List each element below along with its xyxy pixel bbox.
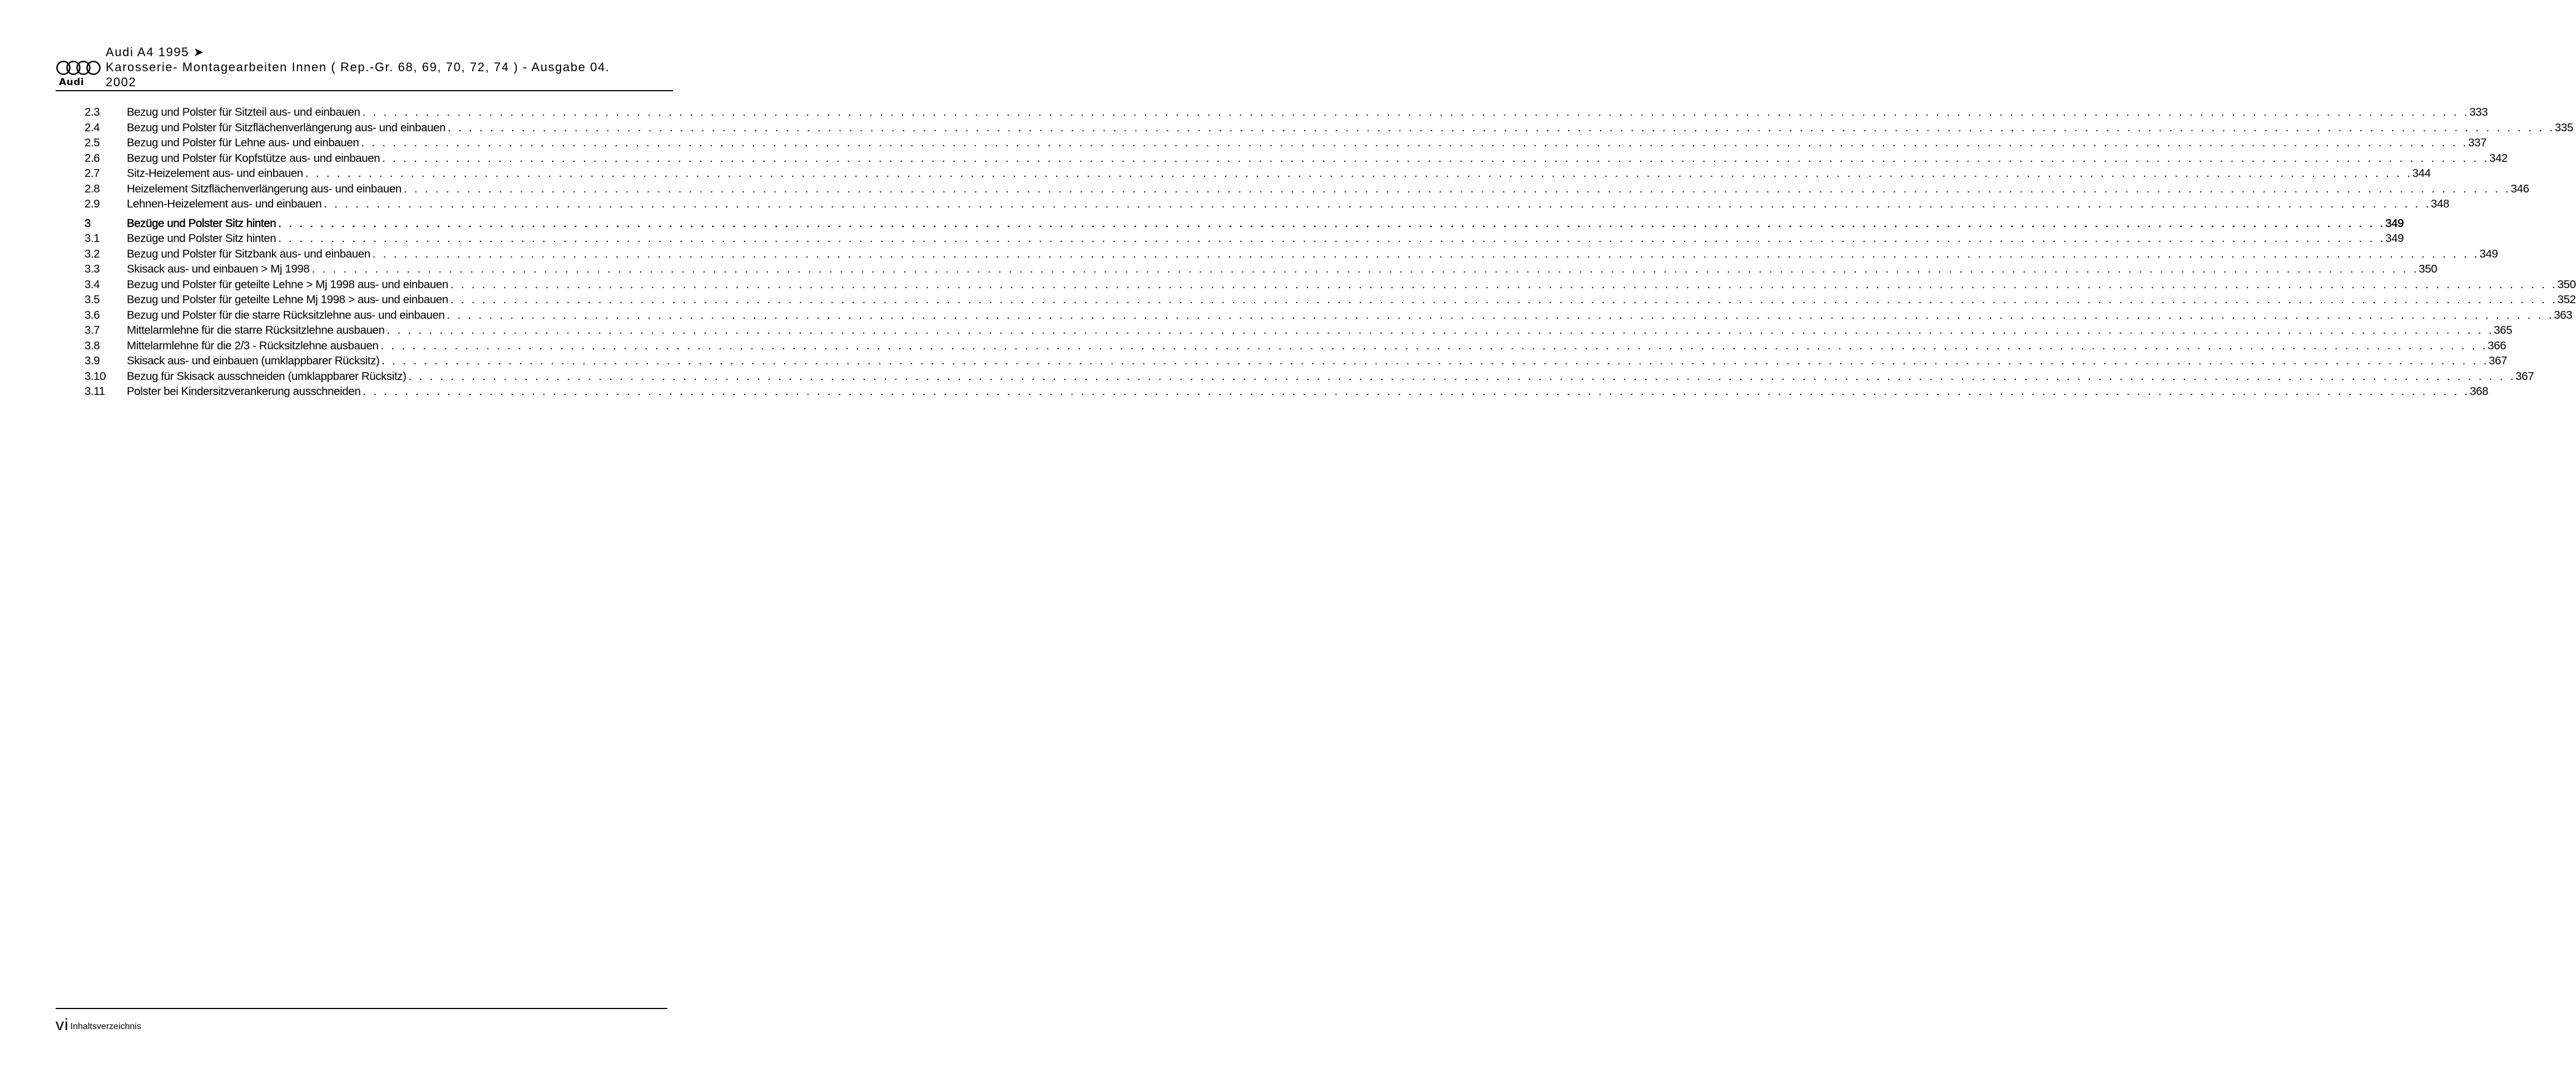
toc-leader-dots: . . . . . . . . . . . . . . . . . . . . . . . . . . . . . . . . . . . . . . . . . . . . . . . . . . . . . . . . . . . . . . . . . . . . . . . . . . . . . . . . . . . . . . . . . . . . . . . . . . . . . . . . . . . . . . . . . . . . . . . . . . . . . . . . . . . . . . . . . . . . . . . . . . . . . . . . . . . . . . . . . . . . . . . . . . . . . . . . . . . . . . . . . . . . . . . . . . . . . . . .	[362, 106, 2470, 118]
toc-leader-dots: . . . . . . . . . . . . . . . . . . . . . . . . . . . . . . . . . . . . . . . . . . . . . . . . . . . . . . . . . . . . . . . . . . . . . . . . . . . . . . . . . . . . . . . . . . . . . . . . . . . . . . . . . . . . . . . . . . . . . . . . . . . . . . . . . . . . . . . . . . . . . . . . . . . . . . . . . . . . . . . . . . . . . . . . . . . . . . . . . . . . . . . . . . . . . . . . . . . . . . . .	[278, 232, 2386, 245]
toc-entry[interactable]	[85, 196, 2450, 212]
title-line-1: Audi A4 1995 ➤	[106, 45, 205, 59]
toc-leader-dots: . . . . . . . . . . . . . . . . . . . . . . . . . . . . . . . . . . . . . . . . . . . . . . . . . . . . . . . . . . . . . . . . . . . . . . . . . . . . . . . . . . . . . . . . . . . . . . . . . . . . . . . . . . . . . . . . . . . . . . . . . . . . . . . . . . . . . . . . . . . . . . . . . . . . . . . . . . . . . . . . . . . . . . . . . . . . . . . . . . . . . . . . . . . . . . . . . . . . . . . .	[447, 308, 2554, 322]
toc-entry[interactable]	[85, 292, 2576, 308]
toc-entry[interactable]	[85, 105, 2488, 120]
toc-title: Bezug und Polster für die starre Rücksitzlehne aus- und einbauen	[127, 308, 445, 322]
toc-entry[interactable]	[85, 353, 2508, 369]
table-of-contents	[85, 105, 2576, 399]
toc-page-number: 350	[2557, 278, 2576, 291]
toc-entry[interactable]	[85, 277, 2576, 293]
toc-title: Bezug und Polster für Sitzteil aus- und einbauen	[127, 106, 360, 118]
toc-page-number: 346	[2510, 182, 2529, 195]
audi-rings-icon	[56, 60, 101, 76]
toc-leader-dots: . . . . . . . . . . . . . . . . . . . . . . . . . . . . . . . . . . . . . . . . . . . . . . . . . . . . . . . . . . . . . . . . . . . . . . . . . . . . . . . . . . . . . . . . . . . . . . . . . . . . . . . . . . . . . . . . . . . . . . . . . . . . . . . . . . . . . . . . . . . . . . . . . . . . . . . . . . . . . . . . . . . . . . . . . . . . . . . . . . . . . . . . . . . . . . . . . . . . . . . .	[311, 263, 2419, 275]
toc-title: Bezug für Skisack ausschneiden (umklappbarer Rücksitz)	[127, 369, 407, 383]
toc-leader-dots: . . . . . . . . . . . . . . . . . . . . . . . . . . . . . . . . . . . . . . . . . . . . . . . . . . . . . . . . . . . . . . . . . . . . . . . . . . . . . . . . . . . . . . . . . . . . . . . . . . . . . . . . . . . . . . . . . . . . . . . . . . . . . . . . . . . . . . . . . . . . . . . . . . . . . . . . . . . . . . . . . . . . . . . . . . . . . . . . . . . . . . . . . . . . . . . . . . . . . . . .	[450, 278, 2558, 291]
toc-number: 3.10	[85, 369, 106, 383]
section-title: Inhaltsverzeichnis	[70, 1022, 141, 1031]
toc-leader-dots: . . . . . . . . . . . . . . . . . . . . . . . . . . . . . . . . . . . . . . . . . . . . . . . . . . . . . . . . . . . . . . . . . . . . . . . . . . . . . . . . . . . . . . . . . . . . . . . . . . . . . . . . . . . . . . . . . . . . . . . . . . . . . . . . . . . . . . . . . . . . . . . . . . . . . . . . . . . . . . . . . . . . . . . . . . . . . . . . . . . . . . . . . . . . . . . . . . . . . . . .	[380, 339, 2488, 352]
toc-entry[interactable]	[85, 231, 2404, 246]
toc-page-number: 350	[2419, 263, 2438, 275]
toc-title: Skisack aus- und einbauen (umklappbarer Rücksitz)	[127, 354, 380, 367]
toc-page-number: 365	[2494, 324, 2513, 337]
toc-number: 2.6	[85, 151, 100, 165]
toc-leader-dots: . . . . . . . . . . . . . . . . . . . . . . . . . . . . . . . . . . . . . . . . . . . . . . . . . . . . . . . . . . . . . . . . . . . . . . . . . . . . . . . . . . . . . . . . . . . . . . . . . . . . . . . . . . . . . . . . . . . . . . . . . . . . . . . . . . . . . . . . . . . . . . . . . . . . . . . . . . . . . . . . . . . . . . . . . . . . . . . . . . . . . . . . . . . . . . . . . . . . . . . .	[361, 136, 2469, 149]
toc-number: 3	[85, 216, 91, 230]
toc-leader-dots: . . . . . . . . . . . . . . . . . . . . . . . . . . . . . . . . . . . . . . . . . . . . . . . . . . . . . . . . . . . . . . . . . . . . . . . . . . . . . . . . . . . . . . . . . . . . . . . . . . . . . . . . . . . . . . . . . . . . . . . . . . . . . . . . . . . . . . . . . . . . . . . . . . . . . . . . . . . . . . . . . . . . . . . . . . . . . . . . . . . . . . . . . . . . . . . . . . . . . . . .	[408, 369, 2516, 383]
toc-number: 3.4	[85, 278, 100, 291]
toc-number: 3.2	[85, 247, 100, 260]
toc-entry[interactable]	[85, 166, 2431, 181]
toc-entry[interactable]	[85, 338, 2506, 354]
toc-leader-dots: . . . . . . . . . . . . . . . . . . . . . . . . . . . . . . . . . . . . . . . . . . . . . . . . . . . . . . . . . . . . . . . . . . . . . . . . . . . . . . . . . . . . . . . . . . . . . . . . . . . . . . . . . . . . . . . . . . . . . . . . . . . . . . . . . . . . . . . . . . . . . . . . . . . . . . . . . . . . . . . . . . . . . . . . . . . . . . . . . . . . . . . . . . . . . . . . . . . . . . . .	[403, 182, 2511, 195]
toc-number: 3.5	[85, 293, 100, 306]
toc-entry[interactable]	[85, 181, 2529, 197]
toc-entry[interactable]	[85, 135, 2487, 151]
toc-title: Skisack aus- und einbauen > Mj 1998	[127, 263, 310, 275]
toc-page-number: 352	[2557, 293, 2576, 306]
toc-leader-dots: . . . . . . . . . . . . . . . . . . . . . . . . . . . . . . . . . . . . . . . . . . . . . . . . . . . . . . . . . . . . . . . . . . . . . . . . . . . . . . . . . . . . . . . . . . . . . . . . . . . . . . . . . . . . . . . . . . . . . . . . . . . . . . . . . . . . . . . . . . . . . . . . . . . . . . . . . . . . . . . . . . . . . . . . . . . . . . . . . . . . . . . . . . . . . . . . . . . . . . . .	[372, 247, 2480, 260]
toc-page-number: 368	[2470, 385, 2489, 398]
toc-number: 2.7	[85, 167, 100, 180]
toc-entry[interactable]	[85, 384, 2489, 399]
toc-number: 2.9	[85, 197, 100, 210]
toc-leader-dots: . . . . . . . . . . . . . . . . . . . . . . . . . . . . . . . . . . . . . . . . . . . . . . . . . . . . . . . . . . . . . . . . . . . . . . . . . . . . . . . . . . . . . . . . . . . . . . . . . . . . . . . . . . . . . . . . . . . . . . . . . . . . . . . . . . . . . . . . . . . . . . . . . . . . . . . . . . . . . . . . . . . . . . . . . . . . . . . . . . . . . . . . . . . . . . . . . . . . . . . .	[382, 151, 2489, 165]
toc-leader-dots: . . . . . . . . . . . . . . . . . . . . . . . . . . . . . . . . . . . . . . . . . . . . . . . . . . . . . . . . . . . . . . . . . . . . . . . . . . . . . . . . . . . . . . . . . . . . . . . . . . . . . . . . . . . . . . . . . . . . . . . . . . . . . . . . . . . . . . . . . . . . . . . . . . . . . . . . . . . . . . . . . . . . . . . . . . . . . . . . . . . . . . . . . . . . . . . . . . . . . . . .	[387, 324, 2494, 337]
page-footer	[56, 1016, 141, 1035]
page-number: vi	[56, 1016, 69, 1034]
toc-number: 2.3	[85, 106, 100, 118]
audi-wordmark: Audi	[59, 77, 85, 88]
toc-number: 3.7	[85, 324, 100, 337]
toc-page-number: 363	[2554, 308, 2573, 322]
toc-title: Bezüge und Polster Sitz hinten	[127, 232, 276, 245]
toc-page-number: 342	[2489, 151, 2508, 165]
toc-entry[interactable]	[85, 323, 2513, 338]
toc-title: Mittelarmlehne für die starre Rücksitzlehne ausbauen	[127, 324, 385, 337]
toc-page-number: 333	[2469, 106, 2488, 118]
toc-number: 3.8	[85, 339, 100, 352]
toc-page-number: 349	[2479, 247, 2498, 260]
toc-number: 3.1	[85, 232, 100, 245]
toc-leader-dots: . . . . . . . . . . . . . . . . . . . . . . . . . . . . . . . . . . . . . . . . . . . . . . . . . . . . . . . . . . . . . . . . . . . . . . . . . . . . . . . . . . . . . . . . . . . . . . . . . . . . . . . . . . . . . . . . . . . . . . . . . . . . . . . . . . . . . . . . . . . . . . . . . . . . . . . . . . . . . . . . . . . . . . . . . . . . . . . . . . . . . . . . . . . . . . . . . . . . . . . .	[448, 121, 2555, 134]
toc-page-number: 367	[2515, 369, 2534, 383]
toc-number: 3.6	[85, 308, 100, 322]
toc-title: Bezug und Polster für geteilte Lehne > Mj 1998 aus- und einbauen	[127, 278, 448, 291]
toc-title: Polster bei Kindersitzverankerung ausschneiden	[127, 385, 361, 398]
toc-number: 3.11	[85, 385, 105, 398]
footer-rule	[56, 1008, 667, 1009]
toc-leader-dots: . . . . . . . . . . . . . . . . . . . . . . . . . . . . . . . . . . . . . . . . . . . . . . . . . . . . . . . . . . . . . . . . . . . . . . . . . . . . . . . . . . . . . . . . . . . . . . . . . . . . . . . . . . . . . . . . . . . . . . . . . . . . . . . . . . . . . . . . . . . . . . . . . . . . . . . . . . . . . . . . . . . . . . . . . . . . . . . . . . . . . . . . . . . . . . . . . . . . . . . .	[382, 354, 2489, 367]
page-header	[56, 44, 673, 91]
toc-title: Bezug und Polster für Sitzbank aus- und einbauen	[127, 247, 370, 260]
toc-page-number: 335	[2554, 121, 2573, 134]
document-title	[106, 44, 610, 90]
toc-page-number: 349	[2385, 216, 2404, 230]
toc-title: Bezug und Polster für Sitzflächenverlängerung aus- und einbauen	[127, 121, 446, 134]
toc-number: 3.9	[85, 354, 100, 367]
toc-number: 3.3	[85, 263, 100, 275]
toc-title: Mittelarmlehne für die 2/3 - Rücksitzlehne ausbauen	[127, 339, 379, 352]
toc-number: 2.8	[85, 182, 100, 195]
toc-entry[interactable]	[85, 246, 2498, 262]
toc-entry[interactable]	[85, 120, 2573, 136]
toc-page-number: 367	[2489, 354, 2508, 367]
toc-page-number: 344	[2412, 167, 2431, 180]
toc-number: 2.5	[85, 136, 100, 149]
toc-page-number: 366	[2488, 339, 2506, 352]
toc-page-number: 348	[2431, 197, 2450, 210]
toc-leader-dots: . . . . . . . . . . . . . . . . . . . . . . . . . . . . . . . . . . . . . . . . . . . . . . . . . . . . . . . . . . . . . . . . . . . . . . . . . . . . . . . . . . . . . . . . . . . . . . . . . . . . . . . . . . . . . . . . . . . . . . . . . . . . . . . . . . . . . . . . . . . . . . . . . . . . . . . . . . . . . . . . . . . . . . . . . . . . . . . . . . . . . . . . . . . . . . . . . . . . . . . .	[363, 385, 2470, 398]
toc-number: 2.4	[85, 121, 100, 134]
toc-leader-dots: . . . . . . . . . . . . . . . . . . . . . . . . . . . . . . . . . . . . . . . . . . . . . . . . . . . . . . . . . . . . . . . . . . . . . . . . . . . . . . . . . . . . . . . . . . . . . . . . . . . . . . . . . . . . . . . . . . . . . . . . . . . . . . . . . . . . . . . . . . . . . . . . . . . . . . . . . . . . . . . . . . . . . . . . . . . . . . . . . . . . . . . . . . . . . . . . . . . . . . . .	[305, 167, 2412, 180]
toc-title: Sitz-Heizelement aus- und einbauen	[127, 167, 303, 180]
title-line-3: 2002	[106, 75, 137, 89]
audi-logo	[56, 60, 101, 88]
toc-title: Lehnen-Heizelement aus- und einbauen	[127, 197, 322, 210]
toc-page-number: 337	[2468, 136, 2487, 149]
toc-entry[interactable]	[85, 369, 2534, 384]
toc-leader-dots: . . . . . . . . . . . . . . . . . . . . . . . . . . . . . . . . . . . . . . . . . . . . . . . . . . . . . . . . . . . . . . . . . . . . . . . . . . . . . . . . . . . . . . . . . . . . . . . . . . . . . . . . . . . . . . . . . . . . . . . . . . . . . . . . . . . . . . . . . . . . . . . . . . . . . . . . . . . . . . . . . . . . . . . . . . . . . . . . . . . . . . . . . . . . . . . . . . . . . . . .	[324, 197, 2431, 210]
toc-title: Heizelement Sitzflächenverlängerung aus- und einbauen	[127, 182, 402, 195]
toc-title: Bezug und Polster für geteilte Lehne Mj 1998 > aus- und einbauen	[127, 293, 448, 306]
toc-entry[interactable]	[85, 261, 2438, 277]
toc-entry[interactable]	[85, 151, 2508, 166]
toc-title: Bezug und Polster für Kopfstütze aus- und einbauen	[127, 151, 380, 165]
toc-leader-dots: . . . . . . . . . . . . . . . . . . . . . . . . . . . . . . . . . . . . . . . . . . . . . . . . . . . . . . . . . . . . . . . . . . . . . . . . . . . . . . . . . . . . . . . . . . . . . . . . . . . . . . . . . . . . . . . . . . . . . . . . . . . . . . . . . . . . . . . . . . . . . . . . . . . . . . . . . . . . . . . . . . . . . . . . . . . . . . . . . . . . . . . . . . . . . . . . . . . . . . . .	[278, 216, 2386, 230]
toc-page-number: 349	[2385, 232, 2404, 245]
title-line-2: Karosserie- Montagearbeiten Innen ( Rep.-Gr. 68, 69, 70, 72, 74 ) - Ausgabe 04.	[106, 60, 610, 74]
toc-chapter-entry[interactable]	[85, 216, 2404, 231]
toc-leader-dots: . . . . . . . . . . . . . . . . . . . . . . . . . . . . . . . . . . . . . . . . . . . . . . . . . . . . . . . . . . . . . . . . . . . . . . . . . . . . . . . . . . . . . . . . . . . . . . . . . . . . . . . . . . . . . . . . . . . . . . . . . . . . . . . . . . . . . . . . . . . . . . . . . . . . . . . . . . . . . . . . . . . . . . . . . . . . . . . . . . . . . . . . . . . . . . . . . . . . . . . .	[450, 293, 2558, 306]
toc-entry[interactable]	[85, 308, 2573, 323]
toc-title: Bezug und Polster für Lehne aus- und einbauen	[127, 136, 359, 149]
toc-title: Bezüge und Polster Sitz hinten	[127, 216, 276, 230]
